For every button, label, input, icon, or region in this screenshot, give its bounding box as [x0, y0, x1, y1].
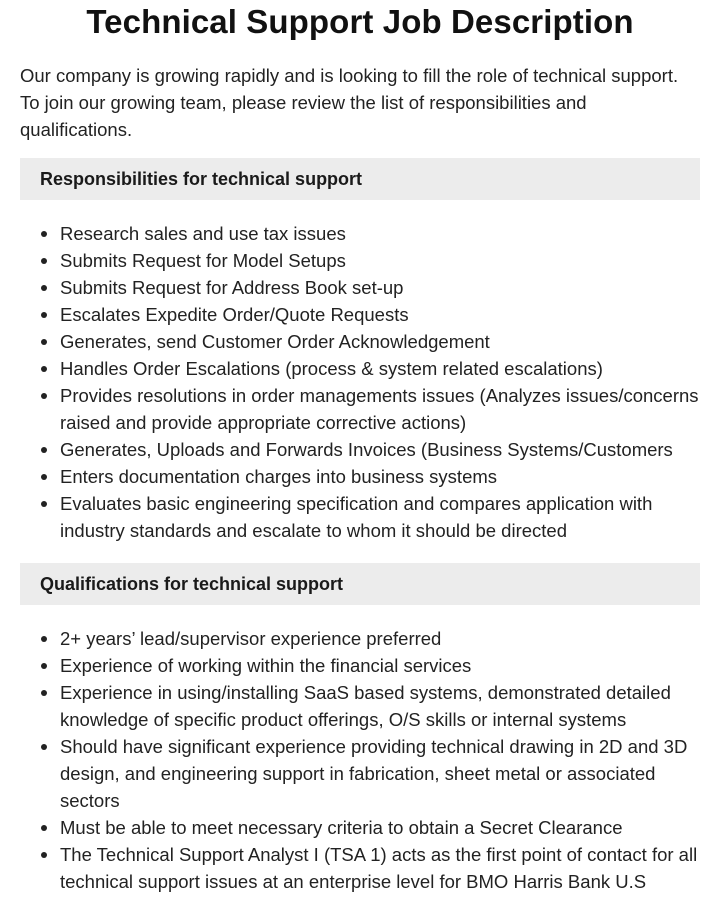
list-item-text: Must be able to meet necessary criteria to obtain a Secret Clearance	[60, 817, 623, 838]
list-item	[20, 382, 700, 436]
list-item-text: Generates, send Customer Order Acknowledgement	[60, 331, 490, 352]
list-item-text: Evaluates basic engineering specification and compares application with industry standards and escalate to whom it should be directed	[60, 493, 653, 541]
bullet-icon	[41, 258, 47, 264]
list-item	[20, 328, 700, 355]
bullet-icon	[41, 744, 47, 750]
list-item-text: Enters documentation charges into business systems	[60, 466, 498, 487]
responsibilities-list	[20, 220, 700, 544]
bullet-icon	[41, 852, 47, 858]
bullet-icon	[41, 690, 47, 696]
list-item	[20, 436, 700, 463]
list-item	[20, 841, 700, 895]
list-item-text: Should have significant experience providing technical drawing in 2D and 3D design, and engineering support in fabrication, sheet metal or associated sectors	[60, 736, 688, 811]
list-item	[20, 301, 700, 328]
qualifications-header: Qualifications for technical support	[20, 563, 700, 605]
list-item	[20, 625, 700, 652]
list-item-text: Submits Request for Model Setups	[60, 250, 346, 271]
list-item	[20, 652, 700, 679]
list-item-text: Experience of working within the financial services	[60, 655, 472, 676]
bullet-icon	[41, 501, 47, 507]
qualifications-list	[20, 625, 700, 895]
list-item-text: Generates, Uploads and Forwards Invoices (Business Systems/Customers	[60, 439, 673, 460]
list-item	[20, 355, 700, 382]
bullet-icon	[41, 663, 47, 669]
list-item-text: Research sales and use tax issues	[60, 223, 346, 244]
bullet-icon	[41, 366, 47, 372]
bullet-icon	[41, 474, 47, 480]
bullet-icon	[41, 636, 47, 642]
bullet-icon	[41, 339, 47, 345]
page-title: Technical Support Job Description	[86, 3, 634, 40]
list-item	[20, 247, 700, 274]
list-item	[20, 463, 700, 490]
bullet-icon	[41, 231, 47, 237]
list-item	[20, 679, 700, 733]
responsibilities-header: Responsibilities for technical support	[20, 158, 700, 200]
list-item-text: Experience in using/installing SaaS based systems, demonstrated detailed knowledge of specific product offerings, O/S skills or internal systems	[60, 682, 671, 730]
list-item	[20, 490, 700, 544]
bullet-icon	[41, 312, 47, 318]
list-item	[20, 274, 700, 301]
list-item-text: 2+ years’ lead/supervisor experience preferred	[60, 628, 442, 649]
list-item	[20, 220, 700, 247]
list-item-text: Submits Request for Address Book set-up	[60, 277, 404, 298]
bullet-icon	[41, 285, 47, 291]
list-item-text: Handles Order Escalations (process & system related escalations)	[60, 358, 603, 379]
list-item-text: Escalates Expedite Order/Quote Requests	[60, 304, 409, 325]
bullet-icon	[41, 825, 47, 831]
list-item-text: The Technical Support Analyst I (TSA 1) acts as the first point of contact for all technical support issues at an enterprise level for BMO Harris Bank U.S	[60, 844, 698, 892]
intro-paragraph: Our company is growing rapidly and is looking to fill the role of technical support. To join our growing team, please review the list of responsibilities and qualifications.	[20, 65, 679, 140]
bullet-icon	[41, 447, 47, 453]
list-item	[20, 733, 700, 814]
list-item	[20, 814, 700, 841]
bullet-icon	[41, 393, 47, 399]
list-item-text: Provides resolutions in order managements issues (Analyzes issues/concerns raised and provide appropriate corrective actions)	[60, 385, 699, 433]
